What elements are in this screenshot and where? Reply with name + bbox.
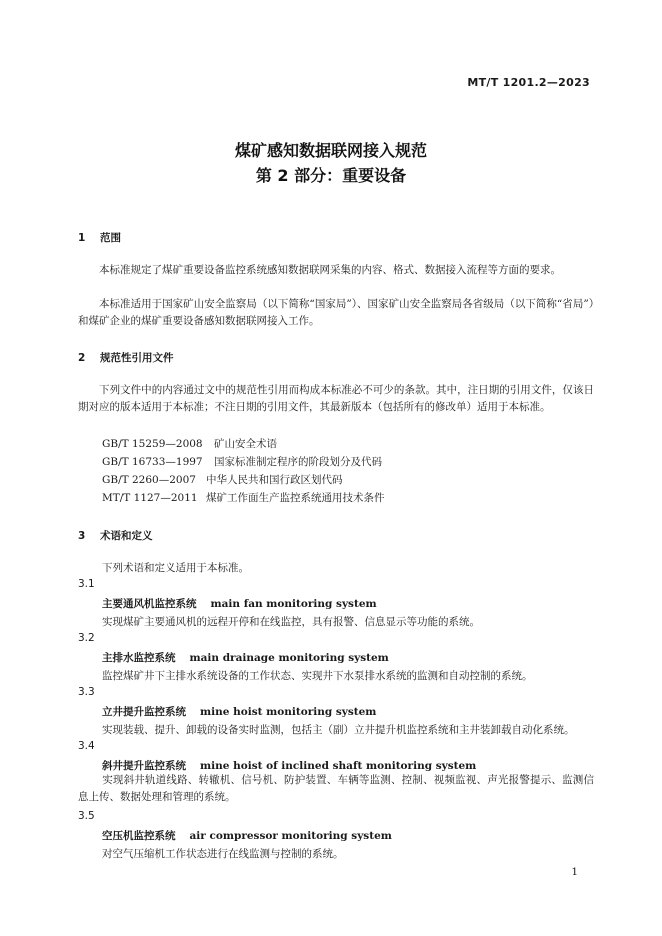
term-definition [78,772,594,806]
term-en: mine hoist monitoring system [200,706,377,718]
paragraph-text: 下列文件中的内容通过文中的规范性引用而构成本标准必不可少的条款。其中，注日期的引用文件，仅该日期对应的版本适用于本标准；不注日期的引用文件，其最新版本（包括所有的修改单）适用于本标准。 [78,384,594,413]
document-subtitle: 第 2 部分：重要设备 [255,166,407,185]
document-title: 煤矿感知数据联网接入规范 [234,141,427,160]
standard-code: MT/T 1201.2—2023 [467,76,590,89]
term-definition: 对空气压缩机工作状态进行在线监测与控制的系统。 [102,848,344,860]
reference-title: 中华人民共和国行政区划代码 [206,474,343,486]
section-1-heading [78,230,121,245]
reference-item [102,454,382,469]
reference-title: 国家标准制定程序的阶段划分及代码 [214,456,382,468]
term-definition: 实现煤矿主要通风机的远程开停和在线监控，具有报警、信息显示等功能的系统。 [102,616,480,628]
term-zh: 主排水监控系统 [102,652,176,664]
reference-code: MT/T 1127—2011 [102,492,198,504]
reference-title: 矿山安全术语 [214,438,277,450]
term-en: main drainage monitoring system [189,652,389,664]
paragraph-text: 本标准规定了煤矿重要设备监控系统感知数据联网采集的内容、格式、数据接入流程等方面的要求。 [99,264,561,276]
term-zh: 空压机监控系统 [102,830,176,842]
reference-code: GB/T 2260—2007 [102,474,196,486]
section-3-intro: 下列术语和定义适用于本标准。 [102,562,249,574]
term-title [102,758,476,773]
term-number: 3.3 [78,686,95,698]
term-title [102,596,377,611]
reference-code: GB/T 16733—1997 [102,456,203,468]
section-1-paragraph-1 [78,262,594,279]
term-en: mine hoist of inclined shaft monitoring system [200,760,477,772]
term-number: 3.4 [78,740,95,752]
term-definition: 监控煤矿井下主排水系统设备的工作状态、实现井下水泵排水系统的监测和自动控制的系统。 [102,670,533,682]
term-number: 3.1 [78,578,95,590]
page-number: 1 [571,866,578,878]
section-title: 术语和定义 [100,530,153,542]
section-2-paragraph-1 [78,382,594,416]
reference-item [102,436,277,451]
term-zh: 立井提升监控系统 [102,706,186,718]
term-en: main fan monitoring system [210,598,377,610]
paragraph-text: 本标准适用于国家矿山安全监察局（以下简称“国家局”）、国家矿山安全监察局各省级局（以下简称“省局”）和煤矿企业的煤矿重要设备感知数据联网接入工作。 [78,298,594,327]
reference-title: 煤矿工作面生产监控系统通用技术条件 [206,492,385,504]
section-number: 3 [78,530,86,542]
term-zh: 主要通风机监控系统 [102,598,197,610]
section-title: 规范性引用文件 [100,352,174,364]
section-1-paragraph-2 [78,296,594,330]
reference-item [102,490,385,505]
term-number: 3.5 [78,810,95,822]
term-zh: 斜井提升监控系统 [102,760,186,772]
reference-code: GB/T 15259—2008 [102,438,203,450]
section-3-heading [78,528,153,543]
term-title [102,650,389,665]
reference-item [102,472,343,487]
section-title: 范围 [100,232,121,244]
section-number: 1 [78,232,86,244]
definition-text: 实现斜井轨道线路、转辙机、信号机、防护装置、车辆等监测、控制、视频监视、声光报警提示、监测信息上传、数据处理和管理的系统。 [78,774,594,803]
section-2-heading [78,350,174,365]
term-title [102,828,392,843]
term-title [102,704,376,719]
term-number: 3.2 [78,632,95,644]
section-number: 2 [78,352,86,364]
term-definition: 实现装载、提升、卸载的设备实时监测，包括主（副）立井提升机监控系统和主井装卸载自动化系统。 [102,724,575,736]
term-en: air compressor monitoring system [189,830,392,842]
